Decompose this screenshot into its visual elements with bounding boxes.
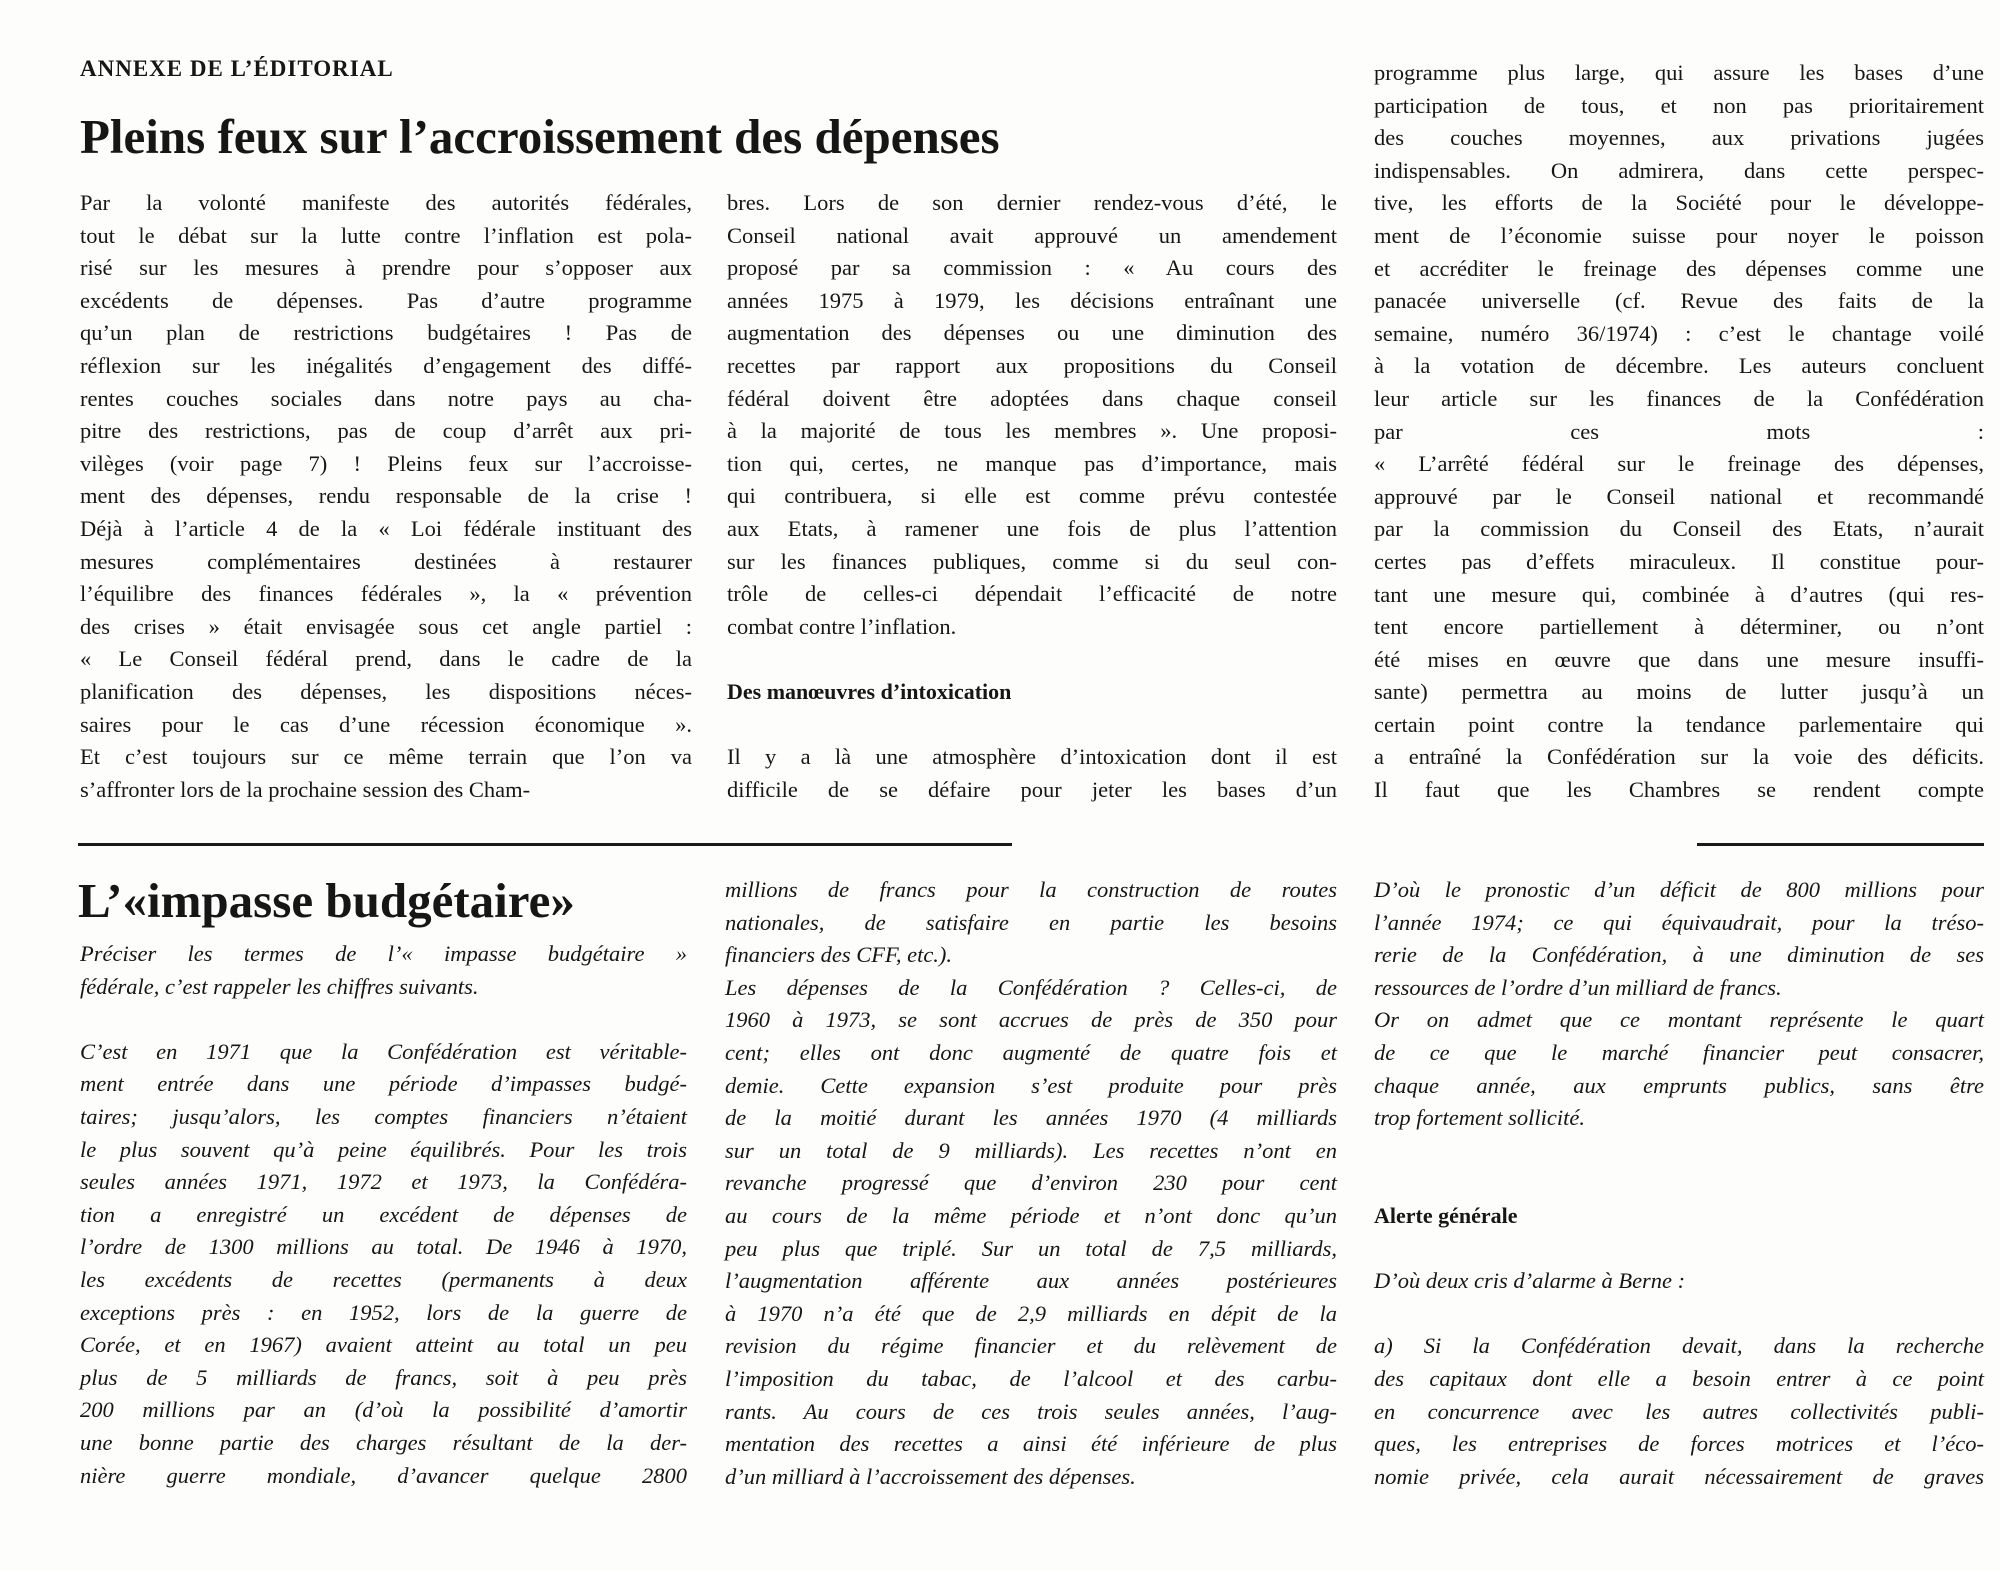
- text-line: semaine, numéro 36/1974) : c’est le chantage voilé: [1374, 320, 1984, 346]
- text-line: des capitaux dont elle a besoin entrer à ce point: [1374, 1365, 1984, 1391]
- text-line: trôle de celles-ci dépendait l’efficacité de notre: [727, 581, 1337, 607]
- text-line: Déjà à l’article 4 de la « Loi fédérale instituant des: [80, 515, 692, 541]
- text-line: cent; elles ont donc augmenté de quatre fois et: [725, 1039, 1337, 1065]
- text-line: tion qui, certes, ne manque pas d’importance, mais: [727, 450, 1337, 476]
- article-1-column-3: [1374, 57, 1984, 807]
- article-1-column-1: [80, 187, 692, 806]
- text-line: exceptions près : en 1952, lors de la guerre de: [80, 1299, 687, 1325]
- spacer: [1374, 1167, 1984, 1200]
- text-line: et accréditer le freinage des dépenses comme une: [1374, 255, 1984, 281]
- text-line: « L’arrêté fédéral sur le freinage des dépenses,: [1374, 451, 1984, 477]
- text-line: trop fortement sollicité.: [1374, 1105, 1586, 1131]
- article-1-subheading: Des manœuvres d’intoxication: [727, 678, 1012, 704]
- text-line: les excédents de recettes (permanents à deux: [80, 1266, 687, 1292]
- text-line: de ce que le marché financier peut consacrer,: [1374, 1039, 1984, 1065]
- text-line: Il y a là une atmosphère d’intoxication dont il est: [727, 744, 1337, 770]
- text-line: panacée universelle (cf. Revue des faits de la: [1374, 288, 1984, 314]
- article-2-column-1: [80, 938, 687, 1492]
- text-line: tion a enregistré un excédent de dépenses de: [80, 1201, 687, 1227]
- text-line: années 1975 à 1979, les décisions entraînant une: [727, 287, 1337, 313]
- text-line: une bonne partie des charges résultant de la der-: [80, 1429, 687, 1455]
- text-line: taires; jusqu’alors, les comptes financiers n’étaient: [80, 1103, 687, 1129]
- text-line: peu plus que triplé. Sur un total de 7,5 milliards,: [725, 1235, 1337, 1261]
- article-2-subheading: Alerte générale: [1374, 1202, 1518, 1228]
- text-line: ques, les entreprises de forces motrices et l’éco-: [1374, 1431, 1984, 1457]
- text-line: 200 millions par an (d’où la possibilité d’amortir: [80, 1397, 687, 1423]
- text-line: approuvé par le Conseil national et recommandé: [1374, 483, 1984, 509]
- text-line: pitre des restrictions, pas de coup d’arrêt aux pri-: [80, 418, 692, 444]
- text-line: qu’un plan de restrictions budgétaires ! Pas de: [80, 320, 692, 346]
- text-line: certes pas d’effets miraculeux. Il constitue pour-: [1374, 548, 1984, 574]
- text-line: tent encore partiellement à déterminer, ou n’ont: [1374, 614, 1984, 640]
- article-2-headline: L’«impasse budgétaire»: [78, 873, 575, 928]
- text-line: en concurrence avec les autres collectivités publi-: [1374, 1398, 1984, 1424]
- spacer: [727, 643, 1337, 676]
- article-2-column-3-continued: [1374, 1265, 1984, 1493]
- text-line: a entraîné la Confédération sur la voie des déficits.: [1374, 744, 1984, 770]
- text-line: des crises » était envisagée sous cet angle partiel :: [80, 613, 692, 639]
- text-line: Préciser les termes de l’« impasse budgétaire »: [80, 941, 687, 966]
- text-line: C’est en 1971 que la Confédération est véritable-: [80, 1038, 687, 1064]
- text-line: au cours de la même période et n’ont donc qu’un: [725, 1202, 1337, 1228]
- text-line: Il faut que les Chambres se rendent compte: [1374, 777, 1984, 803]
- separator-rule-left: [78, 843, 1012, 846]
- text-line: nomie privée, cela aurait nécessairement de graves: [1374, 1463, 1984, 1489]
- text-line: à la majorité de tous les membres ». Une proposi-: [727, 418, 1337, 444]
- text-line: ment de l’économie suisse pour noyer le poisson: [1374, 222, 1984, 248]
- text-line: de la moitié durant les années 1970 (4 milliards: [725, 1105, 1337, 1131]
- text-line: participation de tous, et non pas prioritairement: [1374, 92, 1984, 118]
- text-line: l’année 1974; ce qui équivaudrait, pour la tréso-: [1374, 909, 1984, 935]
- text-line: mesures complémentaires destinées à restaurer: [80, 548, 692, 574]
- text-line: demie. Cette expansion s’est produite pour près: [725, 1072, 1337, 1098]
- text-line: sante) permettra au moins de lutter jusqu’à un: [1374, 679, 1984, 705]
- text-line: D’où le pronostic d’un déficit de 800 millions pour: [1374, 877, 1984, 902]
- text-line: été mises en œuvre que dans une mesure insuffi-: [1374, 646, 1984, 672]
- text-line: a) Si la Confédération devait, dans la recherche: [1374, 1333, 1984, 1359]
- text-line: des couches moyennes, aux privations jugées: [1374, 125, 1984, 151]
- text-line: chaque année, aux emprunts publics, sans être: [1374, 1072, 1984, 1098]
- text-line: tive, les efforts de la Société pour le développe-: [1374, 190, 1984, 216]
- article-1-column-2-body: [727, 187, 1337, 643]
- text-line: [80, 1003, 687, 1036]
- text-line: programme plus large, qui assure les bases d’une: [1374, 60, 1984, 85]
- text-line: l’augmentation afférente aux années postérieures: [725, 1268, 1337, 1294]
- text-line: [1374, 1298, 1984, 1331]
- text-line: tout le débat sur la lutte contre l’inflation est pola-: [80, 222, 692, 248]
- spacer: [1374, 1233, 1984, 1266]
- text-line: à 1970 n’a été que de 2,9 milliards en dépit de la: [725, 1300, 1337, 1326]
- text-line: fédéral doivent être adoptées dans chaque conseil: [727, 385, 1337, 411]
- text-line: indispensables. On admirera, dans cette perspec-: [1374, 157, 1984, 183]
- article-1-column-2-continued: [727, 741, 1337, 806]
- text-line: 1960 à 1973, se sont accrues de près de 350 pour: [725, 1007, 1337, 1033]
- text-line: proposé par sa commission : « Au cours des: [727, 255, 1337, 281]
- text-line: Or on admet que ce montant représente le quart: [1374, 1007, 1984, 1033]
- text-line: planification des dépenses, les dispositions néces-: [80, 678, 692, 704]
- section-kicker: ANNEXE DE L’ÉDITORIAL: [80, 56, 394, 81]
- text-line: sur les finances publiques, comme si du seul con-: [727, 548, 1337, 574]
- text-line: l’ordre de 1300 millions au total. De 1946 à 1970,: [80, 1234, 687, 1260]
- text-line: tant une mesure qui, combinée à d’autres (qui res-: [1374, 581, 1984, 607]
- text-line: combat contre l’inflation.: [727, 613, 957, 639]
- article-1-headline: Pleins feux sur l’accroissement des dépenses: [80, 109, 1000, 164]
- text-line: bres. Lors de son dernier rendez-vous d’été, le: [727, 190, 1337, 215]
- article-2-column-3: [1374, 874, 1984, 1493]
- text-line: revanche progressé que d’environ 230 pour cent: [725, 1170, 1337, 1196]
- text-line: Par la volonté manifeste des autorités fédérales,: [80, 190, 692, 215]
- article-1-column-2: [727, 187, 1337, 806]
- article-2-column-3-body: [1374, 874, 1984, 1135]
- text-line: Corée, et en 1967) avaient atteint au total un peu: [80, 1332, 687, 1358]
- article-2-column-2: [725, 874, 1337, 1493]
- text-line: Et c’est toujours sur ce même terrain que l’on va: [80, 744, 692, 770]
- text-line: saires pour le cas d’une récession économique ».: [80, 711, 692, 737]
- text-line: à la votation de décembre. Les auteurs concluent: [1374, 353, 1984, 379]
- text-line: par la commission du Conseil des Etats, n’aurait: [1374, 516, 1984, 542]
- text-line: nière guerre mondiale, d’avancer quelque 2800: [80, 1462, 687, 1488]
- separator-rule-right: [1697, 843, 1984, 846]
- text-line: excédents de dépenses. Pas d’autre programme: [80, 287, 692, 313]
- text-line: recettes par rapport aux propositions du Conseil: [727, 352, 1337, 378]
- text-line: fédérale, c’est rappeler les chiffres suivants.: [80, 973, 479, 999]
- text-line: « Le Conseil fédéral prend, dans le cadre de la: [80, 646, 692, 672]
- text-line: mentation des recettes a ainsi été inférieure de plus: [725, 1431, 1337, 1457]
- text-line: qui contribuera, si elle est comme prévu contestée: [727, 483, 1337, 509]
- text-line: vilèges (voir page 7) ! Pleins feux sur l’accroisse-: [80, 450, 692, 476]
- text-line: rentes couches sociales dans notre pays au cha-: [80, 385, 692, 411]
- text-line: leur article sur les finances de la Confédération: [1374, 385, 1984, 411]
- text-line: rants. Au cours de ces trois seules années, l’aug-: [725, 1398, 1337, 1424]
- text-line: nationales, de satisfaire en partie les besoins: [725, 909, 1337, 935]
- text-line: ressources de l’ordre d’un milliard de francs.: [1374, 974, 1782, 1000]
- text-line: Les dépenses de la Confédération ? Celles-ci, de: [725, 974, 1337, 1000]
- text-line: difficile de se défaire pour jeter les bases d’un: [727, 776, 1337, 802]
- text-line: aux Etats, à ramener une fois de plus l’attention: [727, 515, 1337, 541]
- text-line: millions de francs pour la construction de routes: [725, 877, 1337, 902]
- text-line: sur un total de 9 milliards). Les recettes n’ont en: [725, 1137, 1337, 1163]
- text-line: augmentation des dépenses ou une diminution des: [727, 320, 1337, 346]
- spacer: [1374, 1135, 1984, 1168]
- text-line: plus de 5 milliards de francs, soit à peu près: [80, 1364, 687, 1390]
- text-line: seules années 1971, 1972 et 1973, la Confédéra-: [80, 1169, 687, 1195]
- text-line: financiers des CFF, etc.).: [725, 942, 953, 968]
- text-line: rerie de la Confédération, à une diminution de ses: [1374, 942, 1984, 968]
- text-line: par ces mots :: [1374, 418, 1984, 444]
- text-line: s’affronter lors de la prochaine session des Cham-: [80, 776, 531, 802]
- text-line: réflexion sur les inégalités d’engagement des diffé-: [80, 352, 692, 378]
- text-line: risé sur les mesures à prendre pour s’opposer aux: [80, 255, 692, 281]
- text-line: Conseil national avait approuvé un amendement: [727, 222, 1337, 248]
- text-line: D’où deux cris d’alarme à Berne :: [1374, 1268, 1686, 1294]
- text-line: le plus souvent qu’à peine équilibrés. Pour les trois: [80, 1136, 687, 1162]
- text-line: d’un milliard à l’accroissement des dépenses.: [725, 1463, 1136, 1489]
- text-line: l’imposition du tabac, de l’alcool et des carbu-: [725, 1365, 1337, 1391]
- text-line: certain point contre la tendance parlementaire qui: [1374, 711, 1984, 737]
- spacer: [727, 709, 1337, 742]
- text-line: ment des dépenses, rendu responsable de la crise !: [80, 483, 692, 509]
- text-line: ment entrée dans une période d’impasses budgé-: [80, 1071, 687, 1097]
- text-line: revision du régime financier et du relèvement de: [725, 1333, 1337, 1359]
- text-line: l’équilibre des finances fédérales », la « prévention: [80, 581, 692, 607]
